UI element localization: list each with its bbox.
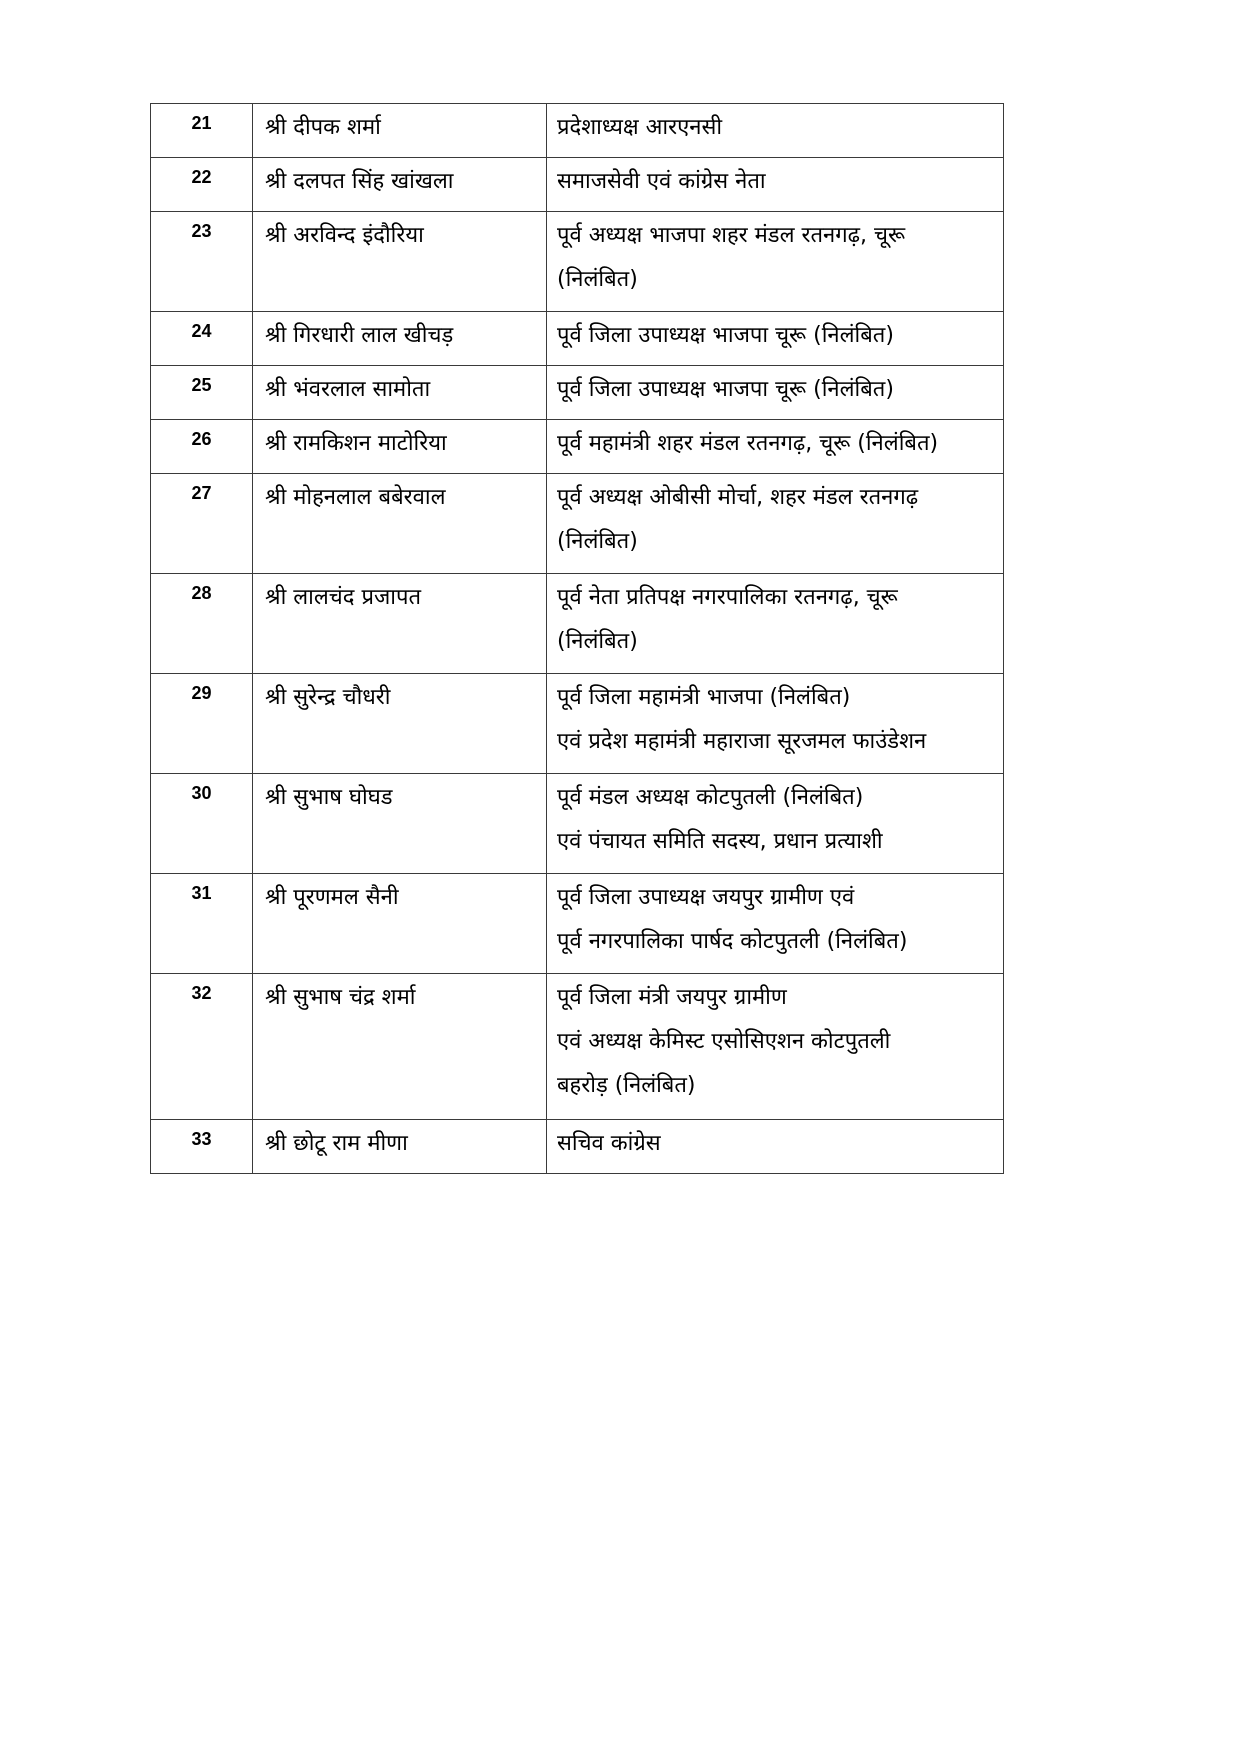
designation-cell bbox=[547, 158, 1004, 212]
designation-line: एवं अध्यक्ष केमिस्ट एसोसिएशन कोटपुतली bbox=[557, 1029, 891, 1054]
serial-number-cell: 32 bbox=[151, 974, 253, 1120]
designation-line: प्रदेशाध्यक्ष आरएनसी bbox=[557, 115, 723, 140]
serial-number-cell: 30 bbox=[151, 774, 253, 874]
serial-number-cell: 22 bbox=[151, 158, 253, 212]
designation-cell bbox=[547, 312, 1004, 366]
person-name-cell: श्री दलपत सिंह खांखला bbox=[253, 158, 547, 212]
members-table bbox=[150, 103, 1004, 1174]
designation-cell bbox=[547, 420, 1004, 474]
members-table-body bbox=[151, 104, 1004, 1174]
designation-line: पूर्व जिला मंत्री जयपुर ग्रामीण bbox=[557, 985, 787, 1010]
designation-cell bbox=[547, 104, 1004, 158]
designation-line: एवं पंचायत समिति सदस्य, प्रधान प्रत्याशी bbox=[557, 829, 883, 854]
designation-line: एवं प्रदेश महामंत्री महाराजा सूरजमल फाउंडेशन bbox=[557, 729, 927, 754]
serial-number-cell: 26 bbox=[151, 420, 253, 474]
serial-number-cell: 23 bbox=[151, 212, 253, 312]
person-name-cell: श्री भंवरलाल सामोता bbox=[253, 366, 547, 420]
person-name-cell: श्री छोटू राम मीणा bbox=[253, 1120, 547, 1174]
designation-line: बहरोड़ (निलंबित) bbox=[557, 1073, 696, 1098]
designation-line: पूर्व जिला उपाध्यक्ष भाजपा चूरू (निलंबित) bbox=[557, 323, 894, 348]
serial-number-cell: 29 bbox=[151, 674, 253, 774]
person-name-cell: श्री अरविन्द इंदौरिया bbox=[253, 212, 547, 312]
person-name-cell: श्री सुरेन्द्र चौधरी bbox=[253, 674, 547, 774]
serial-number-cell: 27 bbox=[151, 474, 253, 574]
designation-line: (निलंबित) bbox=[557, 267, 638, 292]
designation-cell bbox=[547, 574, 1004, 674]
table-row bbox=[151, 212, 1004, 312]
designation-line: पूर्व जिला उपाध्यक्ष जयपुर ग्रामीण एवं bbox=[557, 885, 855, 910]
designation-line: (निलंबित) bbox=[557, 529, 638, 554]
table-row bbox=[151, 974, 1004, 1120]
person-name-cell: श्री मोहनलाल बबेरवाल bbox=[253, 474, 547, 574]
serial-number-cell: 33 bbox=[151, 1120, 253, 1174]
table-row bbox=[151, 158, 1004, 212]
person-name-cell: श्री सुभाष चंद्र शर्मा bbox=[253, 974, 547, 1120]
table-row bbox=[151, 874, 1004, 974]
person-name-cell: श्री पूरणमल सैनी bbox=[253, 874, 547, 974]
designation-line: पूर्व अध्यक्ष भाजपा शहर मंडल रतनगढ़, चूरू bbox=[557, 223, 906, 248]
designation-line: (निलंबित) bbox=[557, 629, 638, 654]
person-name-cell: श्री गिरधारी लाल खीचड़ bbox=[253, 312, 547, 366]
person-name-cell: श्री रामकिशन माटोरिया bbox=[253, 420, 547, 474]
table-row bbox=[151, 774, 1004, 874]
person-name-cell: श्री सुभाष घोघड bbox=[253, 774, 547, 874]
designation-line: पूर्व जिला महामंत्री भाजपा (निलंबित) bbox=[557, 685, 851, 710]
designation-line: पूर्व मंडल अध्यक्ष कोटपुतली (निलंबित) bbox=[557, 785, 864, 810]
table-row bbox=[151, 312, 1004, 366]
designation-cell bbox=[547, 474, 1004, 574]
table-row bbox=[151, 574, 1004, 674]
designation-cell bbox=[547, 366, 1004, 420]
designation-cell bbox=[547, 1120, 1004, 1174]
designation-cell bbox=[547, 874, 1004, 974]
designation-cell bbox=[547, 974, 1004, 1120]
person-name-cell: श्री दीपक शर्मा bbox=[253, 104, 547, 158]
table-row bbox=[151, 366, 1004, 420]
table-row bbox=[151, 104, 1004, 158]
person-name-cell: श्री लालचंद प्रजापत bbox=[253, 574, 547, 674]
serial-number-cell: 31 bbox=[151, 874, 253, 974]
serial-number-cell: 25 bbox=[151, 366, 253, 420]
designation-cell bbox=[547, 212, 1004, 312]
designation-line: पूर्व अध्यक्ष ओबीसी मोर्चा, शहर मंडल रतनगढ़ bbox=[557, 485, 919, 510]
designation-line: पूर्व महामंत्री शहर मंडल रतनगढ़, चूरू (निलंबित) bbox=[557, 431, 939, 456]
table-row bbox=[151, 420, 1004, 474]
designation-line: पूर्व नगरपालिका पार्षद कोटपुतली (निलंबित) bbox=[557, 929, 908, 954]
designation-line: समाजसेवी एवं कांग्रेस नेता bbox=[557, 169, 766, 194]
designation-cell bbox=[547, 674, 1004, 774]
serial-number-cell: 24 bbox=[151, 312, 253, 366]
designation-line: सचिव कांग्रेस bbox=[557, 1131, 661, 1156]
table-row bbox=[151, 674, 1004, 774]
designation-line: पूर्व नेता प्रतिपक्ष नगरपालिका रतनगढ़, चूरू bbox=[557, 585, 898, 610]
designation-line: पूर्व जिला उपाध्यक्ष भाजपा चूरू (निलंबित) bbox=[557, 377, 894, 402]
serial-number-cell: 28 bbox=[151, 574, 253, 674]
table-row bbox=[151, 1120, 1004, 1174]
table-row bbox=[151, 474, 1004, 574]
serial-number-cell: 21 bbox=[151, 104, 253, 158]
designation-cell bbox=[547, 774, 1004, 874]
